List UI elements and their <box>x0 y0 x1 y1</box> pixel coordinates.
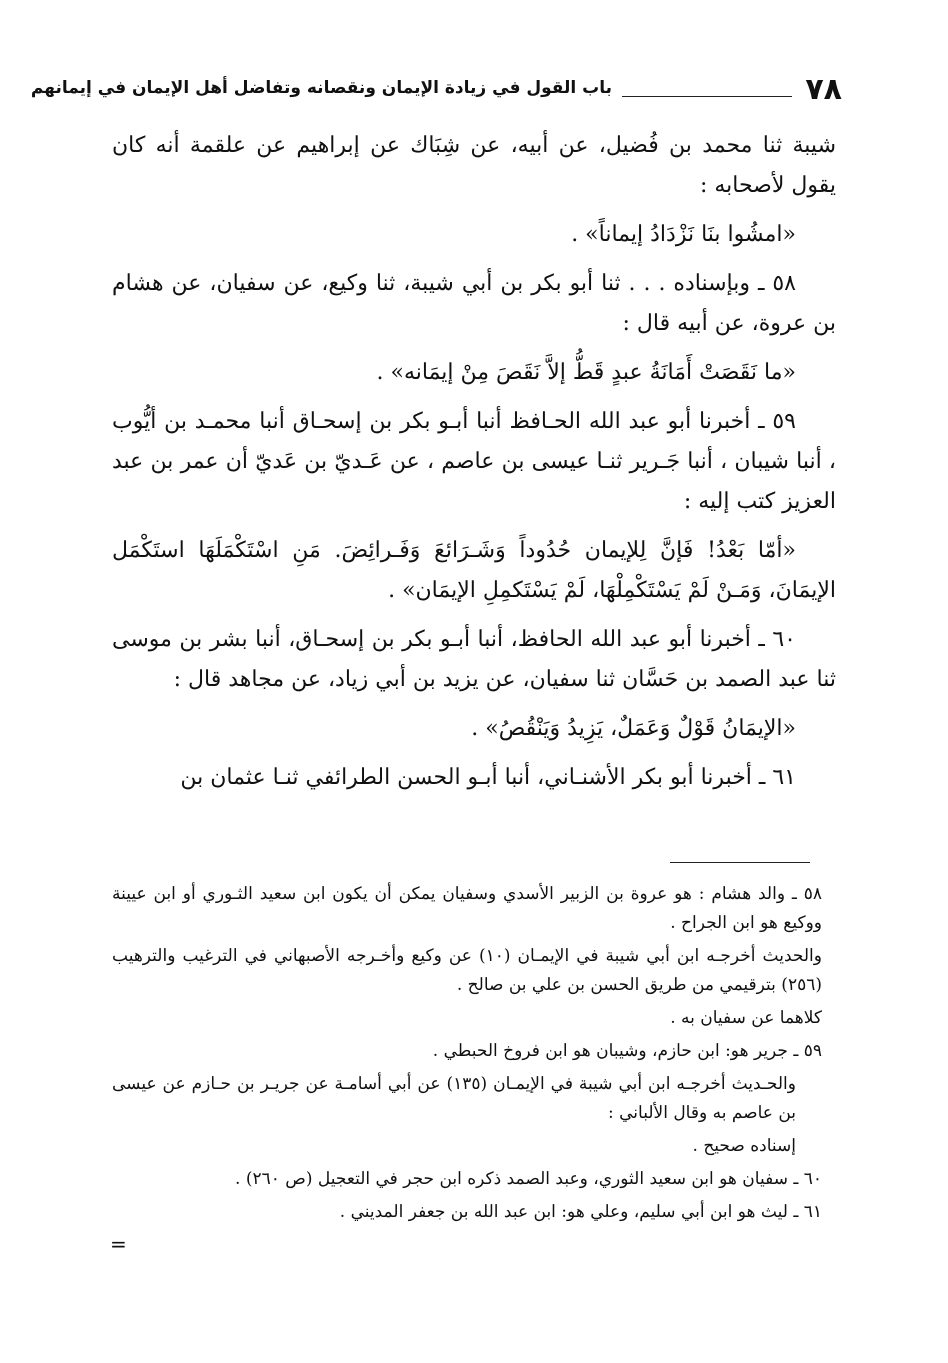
footnote-59-continuation: إسناده صحيح . <box>692 1136 796 1156</box>
narration-61: ٦١ ـ أخبرنا أبو بكر الأشنـاني، أنبا أبـو الحسن الطرائفي ثنـا عثمان بن <box>180 765 796 790</box>
paragraph-continuation: شيبة ثنا محمد بن فُضيل، عن أبيه، عن شِبَاك عن إبراهيم عن علقمة أنه كان يقول لأصحابه : <box>112 133 836 198</box>
main-text <box>112 126 836 807</box>
narration-58: ٥٨ ـ وبإسناده . . . ثنا أبو بكر بن أبي شيبة، ثنا وكيع، عن سفيان، عن هشام بن عروة، عن أبيه قال : <box>112 271 836 336</box>
athar-quote: «ما نَقَصَتْ أَمَانَةُ عبدٍ قَطُّ إلاَّ نَقَصَ مِنْ إيمَانه» . <box>376 360 796 385</box>
page-header <box>30 72 842 112</box>
footnote-61: ٦١ ـ ليث هو ابن أبي سليم، وعلي هو: ابن عبد الله بن جعفر المديني . <box>339 1202 822 1222</box>
running-title: باب القول في زيادة الإيمان ونقصانه وتفاضل أهل الإيمان في إيمانهم <box>30 78 612 98</box>
footnote-58-continuation: كلاهما عن سفيان به . <box>670 1008 822 1028</box>
footnote-60: ٦٠ ـ سفيان هو ابن سعيد الثوري، وعبد الصمد ذكره ابن حجر في التعجيل (ص ٢٦٠) . <box>235 1169 822 1189</box>
page-number: ٧٨ <box>805 72 842 107</box>
header-rule <box>622 96 792 97</box>
athar-quote: «امشُوا بنَا نَزْدَادُ إيماناً» . <box>571 222 796 247</box>
athar-quote: «الإيمَانُ قَوْلٌ وَعَمَلٌ، يَزِيدُ وَيَنْقُصُ» . <box>471 716 796 741</box>
footnote-59: ٥٩ ـ جرير هو: ابن حازم، وشيبان هو ابن فروخ الحبطي . <box>432 1041 822 1061</box>
narration-59: ٥٩ ـ أخبرنا أبو عبد الله الحـافظ أنبا أبـو بكر بن إسحـاق أنبا محمـد بن أيُّوب ، أنبا شيبان ، أنبا جَـرير ثنـا عيسى بن عاصم ، عن عَـديّ بن عَديّ أن عمر بن عبد العزيز كتب إليه : <box>112 409 836 514</box>
narration-60: ٦٠ ـ أخبرنا أبو عبد الله الحافظ، أنبا أبـو بكر بن إسحـاق، أنبا بشر بن موسى ثنا عبد الصمد بن حَسَّان ثنا سفيان، عن يزيد بن أبي زياد، عن مجاهد قال : <box>112 627 836 692</box>
footnotes <box>112 880 822 1231</box>
footnote-separator <box>670 862 810 863</box>
continuation-mark: = <box>110 1232 127 1256</box>
footnote-58-continuation: والحديث أخرجـه ابن أبي شيبة في الإيمـان (١٠) عن وكيع وأخـرجه الأصبهاني في الترغيب والترهيب (٢٥٦) بترقيمي من طريق الحسن بن علي بن صالح . <box>112 946 822 995</box>
footnote-58: ٥٨ ـ والد هشام : هو عروة بن الزبير الأسدي وسفيان يمكن أن يكون ابن سعيد الثـوري أو ابن عيينة ووكيع هو ابن الجراح . <box>112 884 822 933</box>
athar-quote: «أمّا بَعْدُ! فَإنَّ لِلإيمان حُدُوداً وَشَـرَائعَ وَفَـرائِضَ. مَنِ اسْتَكْمَلَهَا استَكْمَل الإيمَانَ، وَمَـنْ لَمْ يَسْتَكْمِلْهَا، لَمْ يَسْتَكمِلِ الإيمَان» . <box>112 538 836 603</box>
footnote-59-continuation: والحـديث أخرجـه ابن أبي شيبة في الإيمـان (١٣٥) عن أبي أسامـة عن جريـر بن حـازم عن عيسى بن عاصم به وقال الألباني : <box>112 1074 796 1123</box>
